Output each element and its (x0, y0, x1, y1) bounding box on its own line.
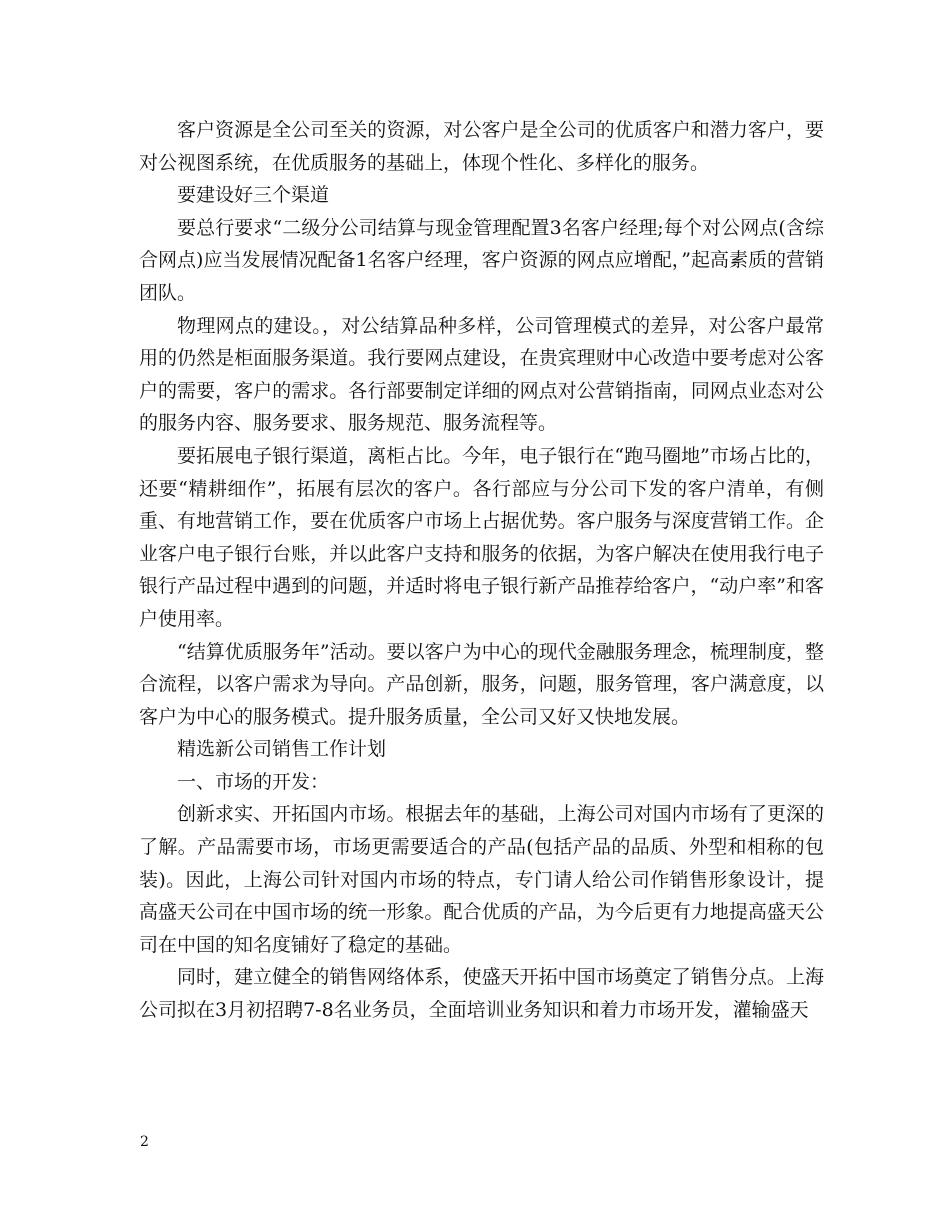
paragraph-sales-network: 同时，建立健全的销售网络体系，使盛天开拓中国市场奠定了销售分点。上海公司拟在3月初招聘7-8名业务员，全面培训业务知识和着力市场开发，灌输盛天 (139, 966, 824, 1022)
paragraph-e-banking-channel: 要拓展电子银行渠道，离柜占比。今年，电子银行在“跑马圈地”市场占比的，还要“精耕细作”，拓展有层次的客户。各行部应与分公司下发的客户清单，有侧重、有地营销工作，要在优质客户市场上占据优势。客户服务与深度营销工作。企业客户电子银行台账，并以此客户支持和服务的依据，为客户解决在使用我行电子银行产品过程中遇到的问题，并适时将电子银行新产品推荐给客户，“动户率”和客户使用率。 (139, 444, 824, 630)
paragraph-domestic-market: 创新求实、开拓国内市场。根据去年的基础，上海公司对国内市场有了更深的了解。产品需要市场，市场更需要适合的产品(包括产品的品质、外型和相称的包装)。因此，上海公司针对国内市场的特点，专门请人给公司作销售形象设计，提高盛天公司在中国市场的统一形象。配合优质的产品，为今后更有力地提高盛天公司在中国的知名度铺好了稳定的基础。 (139, 803, 824, 956)
paragraph-quality-service-year: “结算优质服务年”活动。要以客户为中心的现代金融服务理念，梳理制度，整合流程，以客户需求为导向。产品创新，服务，问题，服务管理，客户满意度，以客户为中心的服务模式。提升服务质量，全公司又好又快地发展。 (139, 640, 824, 728)
paragraph-customer-resources: 客户资源是全公司至关的资源，对公客户是全公司的优质客户和潜力客户，要对公视图系统，在优质服务的基础上，体现个性化、多样化的服务。 (139, 119, 824, 174)
paragraph-sales-plan-title: 精选新公司销售工作计划 (177, 738, 387, 761)
document-body (139, 114, 824, 1027)
paragraph-physical-outlets: 物理网点的建设。，对公结算品种多样，公司管理模式的差异，对公客户最常用的仍然是柜面服务渠道。我行要网点建设，在贵宾理财中心改造中要考虑对公客户的需要，客户的需求。各行部要制定详细的网点对公营销指南，同网点业态对公的服务内容、服务要求、服务规范、服务流程等。 (139, 314, 824, 435)
paragraph-market-development-heading: 一、市场的开发： (177, 770, 330, 793)
paragraph-head-office-requirements: 要总行要求“二级分公司结算与现金管理配置3名客户经理;每个对公网点(含综合网点)应当发展情况配备1名客户经理，客户资源的网点应增配，”起高素质的营销团队。 (139, 216, 824, 304)
paragraph-three-channels-heading: 要建设好三个渠道 (177, 184, 330, 207)
page-number: 2 (140, 1134, 149, 1150)
